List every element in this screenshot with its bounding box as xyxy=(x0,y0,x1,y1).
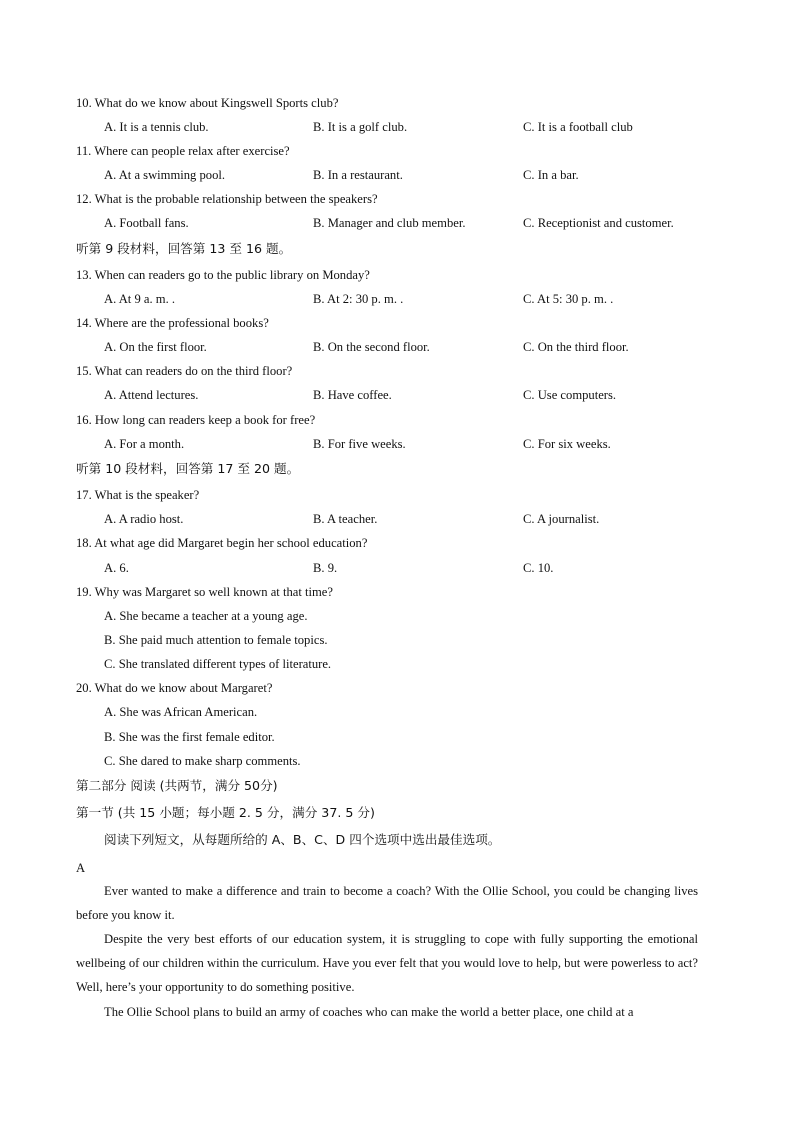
material-9-heading: 听第 9 段材料，回答第 13 至 16 题。 xyxy=(76,241,292,256)
q15-option-c: C. Use computers. xyxy=(523,388,617,402)
q14-option-b: B. On the second floor. xyxy=(313,340,430,354)
q17-option-a: A. A radio host. xyxy=(104,512,184,526)
passage-paragraph-3: The Ollie School plans to build an army of coaches who can make the world a better place, one child at a xyxy=(104,1005,634,1019)
q13-option-b: B. At 2: 30 p. m. . xyxy=(313,292,404,306)
q10-option-b: B. It is a golf club. xyxy=(313,120,408,134)
q20-option-a: A. She was African American. xyxy=(104,705,258,719)
q17-option-b: B. A teacher. xyxy=(313,512,378,526)
q20-option-b: B. She was the first female editor. xyxy=(104,730,275,744)
q16-option-c: C. For six weeks. xyxy=(523,437,611,451)
q16-option-a: A. For a month. xyxy=(104,437,185,451)
question-18: 18. At what age did Margaret begin her school education? xyxy=(76,536,368,550)
question-12: 12. What is the probable relationship between the speakers? xyxy=(76,192,378,206)
q14-option-a: A. On the first floor. xyxy=(104,340,207,354)
question-16: 16. How long can readers keep a book for free? xyxy=(76,413,316,427)
q14-option-c: C. On the third floor. xyxy=(523,340,629,354)
q19-option-b: B. She paid much attention to female topics. xyxy=(104,633,328,647)
q13-option-c: C. At 5: 30 p. m. . xyxy=(523,292,614,306)
q17-option-c: C. A journalist. xyxy=(523,512,600,526)
question-20: 20. What do we know about Margaret? xyxy=(76,681,273,695)
question-14: 14. Where are the professional books? xyxy=(76,316,269,330)
q16-option-b: B. For five weeks. xyxy=(313,437,406,451)
q18-option-b: B. 9. xyxy=(313,561,338,575)
q10-option-a: A. It is a tennis club. xyxy=(104,120,209,134)
q12-option-b: B. Manager and club member. xyxy=(313,216,466,230)
q12-option-c: C. Receptionist and customer. xyxy=(523,216,674,230)
q12-option-a: A. Football fans. xyxy=(104,216,189,230)
q15-option-b: B. Have coffee. xyxy=(313,388,392,402)
q11-option-a: A. At a swimming pool. xyxy=(104,168,226,182)
material-10-heading: 听第 10 段材料，回答第 17 至 20 题。 xyxy=(76,461,300,476)
section-one-heading: 第一节 (共 15 小题；每小题 2. 5 分，满分 37. 5 分) xyxy=(76,805,375,820)
q18-option-c: C. 10. xyxy=(523,561,554,575)
passage-paragraph-1: Ever wanted to make a difference and train to become a coach? With the Ollie School, you could be changing lives before you know it. xyxy=(76,884,698,922)
reading-instruction: 阅读下列短文，从每题所给的 A、B、C、D 四个选项中选出最佳选项。 xyxy=(104,832,501,847)
question-11: 11. Where can people relax after exercise? xyxy=(76,144,290,158)
q11-option-b: B. In a restaurant. xyxy=(313,168,403,182)
q19-option-a: A. She became a teacher at a young age. xyxy=(104,609,308,623)
question-15: 15. What can readers do on the third floor? xyxy=(76,364,293,378)
passage-paragraph-2: Despite the very best efforts of our education system, it is struggling to cope with fully supporting the emotional wellbeing of our children within the curriculum. Have you ever felt that you would love to help, but were powerless to act? Well, here’s your opportunity to do something positive. xyxy=(76,932,698,994)
question-10: 10. What do we know about Kingswell Sports club? xyxy=(76,96,339,110)
question-17: 17. What is the speaker? xyxy=(76,488,200,502)
part-two-heading: 第二部分 阅读 (共两节，满分 50分) xyxy=(76,778,278,793)
q19-option-c: C. She translated different types of literature. xyxy=(104,657,332,671)
question-13: 13. When can readers go to the public library on Monday? xyxy=(76,268,370,282)
q18-option-a: A. 6. xyxy=(104,561,129,575)
q15-option-a: A. Attend lectures. xyxy=(104,388,199,402)
q11-option-c: C. In a bar. xyxy=(523,168,579,182)
passage-label: A xyxy=(76,861,86,875)
question-19: 19. Why was Margaret so well known at that time? xyxy=(76,585,333,599)
q13-option-a: A. At 9 a. m. . xyxy=(104,292,176,306)
q20-option-c: C. She dared to make sharp comments. xyxy=(104,754,301,768)
q10-option-c: C. It is a football club xyxy=(523,120,633,134)
